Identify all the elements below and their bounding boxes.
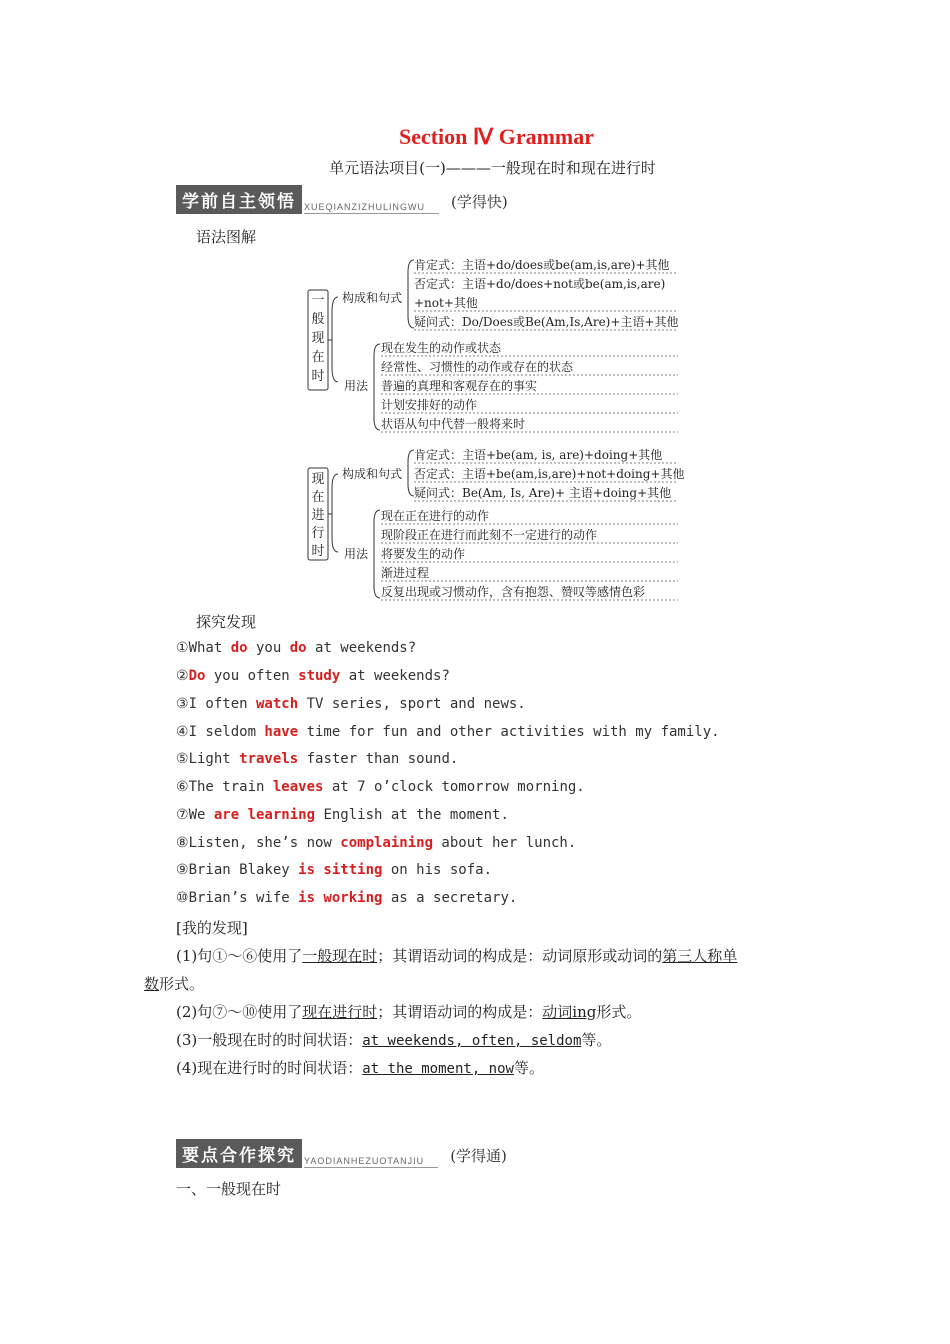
example-sentence: ⑩Brian’s wife is working as a secretary. — [176, 890, 518, 906]
finding-2: (2)句⑦～⑩使用了现在进行时；其谓语动词的构成是：动词ing形式。 — [176, 1003, 642, 1021]
example-sentence: ④I seldom have time for fun and other activities with my family. — [176, 724, 720, 740]
section-banner-xueqian — [176, 184, 508, 214]
finding-1-cont: 数形式。 — [144, 975, 205, 993]
banner-tag: (学得通) — [450, 1147, 507, 1165]
example-sentence: ②Do you often study at weekends? — [176, 668, 450, 684]
pc-usage-1: 现在正在进行的动作 — [381, 509, 490, 523]
ps-form-1: 肯定式：主语+do/does或be(am,is,are)+其他 — [414, 258, 670, 272]
pc-form-3: 疑问式：Be(Am, Is, Are)+ 主语+doing+其他 — [414, 486, 672, 500]
ps-form-4: 疑问式：Do/Does或Be(Am,Is,Are)+主语+其他 — [414, 315, 679, 329]
finding-1: (1)句①～⑥使用了一般现在时；其谓语动词的构成是：动词原形或动词的第三人称单 — [176, 947, 738, 965]
example-sentence: ⑧Listen, she’s now complaining about her lunch. — [176, 835, 577, 851]
example-sentence: ⑨Brian Blakey is sitting on his sofa. — [176, 862, 493, 878]
pc-form-2: 否定式：主语+be(am,is,are)+not+doing+其他 — [414, 467, 685, 481]
ps-usage-5: 状语从句中代替一般将来时 — [381, 417, 526, 431]
banner-label: 学前自主领悟 — [176, 185, 302, 214]
example-sentence: ⑥The train leaves at 7 o’clock tomorrow morning. — [176, 779, 585, 795]
ps-form-3: +not+其他 — [414, 296, 478, 310]
page-title: Section Ⅳ Grammar — [398, 124, 595, 149]
ps-usage-3: 普遍的真理和客观存在的事实 — [381, 379, 538, 393]
finding-3: (3)一般现在时的时间状语：at weekends, often, seldom等。 — [176, 1031, 612, 1049]
ps-form-2: 否定式：主语+do/does+not或be(am,is,are) — [414, 277, 666, 291]
grammar-diagram-label: 语法图解 — [196, 228, 257, 246]
pc-form-1: 肯定式：主语+be(am, is, are)+doing+其他 — [414, 448, 663, 462]
section-banner-yaodian — [176, 1138, 507, 1168]
ps-form-label: 构成和句式 — [342, 291, 403, 305]
ps-usage-2: 经常性、习惯性的动作或存在的状态 — [381, 360, 574, 374]
ps-usage-label: 用法 — [344, 379, 369, 393]
example-sentence: ⑤Light travels faster than sound. — [176, 751, 459, 767]
pc-usage-5: 反复出现或习惯动作，含有抱怨、赞叹等感情色彩 — [381, 585, 646, 599]
example-sentence: ①What do you do at weekends? — [176, 640, 417, 656]
finding-4: (4)现在进行时的时间状语：at the moment, now等。 — [176, 1059, 544, 1077]
pc-usage-4: 渐进过程 — [381, 566, 430, 580]
section-heading: 一、一般现在时 — [176, 1180, 282, 1198]
banner-pinyin: XUEQIANZIZHULINGWU — [304, 202, 439, 214]
pc-usage-3: 将要发生的动作 — [381, 547, 466, 561]
banner-pinyin: YAODIANHEZUOTANJIU — [304, 1156, 438, 1168]
present-simple-title: 一般现在时 — [311, 293, 325, 384]
banner-tag: (学得快) — [451, 193, 508, 211]
ps-usage-1: 现在发生的动作或状态 — [381, 341, 502, 355]
page-subtitle: 单元语法项目(一)———一般现在时和现在进行时 — [329, 159, 656, 177]
present-continuous-title: 现在进行时 — [311, 472, 325, 559]
grammar-diagram — [300, 252, 690, 604]
pc-form-label: 构成和句式 — [342, 467, 403, 481]
explore-label: 探究发现 — [196, 613, 257, 631]
banner-label: 要点合作探究 — [176, 1139, 302, 1168]
ps-usage-4: 计划安排好的动作 — [381, 398, 478, 412]
example-sentence: ③I often watch TV series, sport and news. — [176, 696, 526, 712]
example-sentence: ⑦We are learning English at the moment. — [176, 807, 509, 823]
pc-usage-2: 现阶段正在进行而此刻不一定进行的动作 — [381, 528, 598, 542]
pc-usage-label: 用法 — [344, 547, 369, 561]
findings-label: [我的发现] — [176, 919, 248, 937]
